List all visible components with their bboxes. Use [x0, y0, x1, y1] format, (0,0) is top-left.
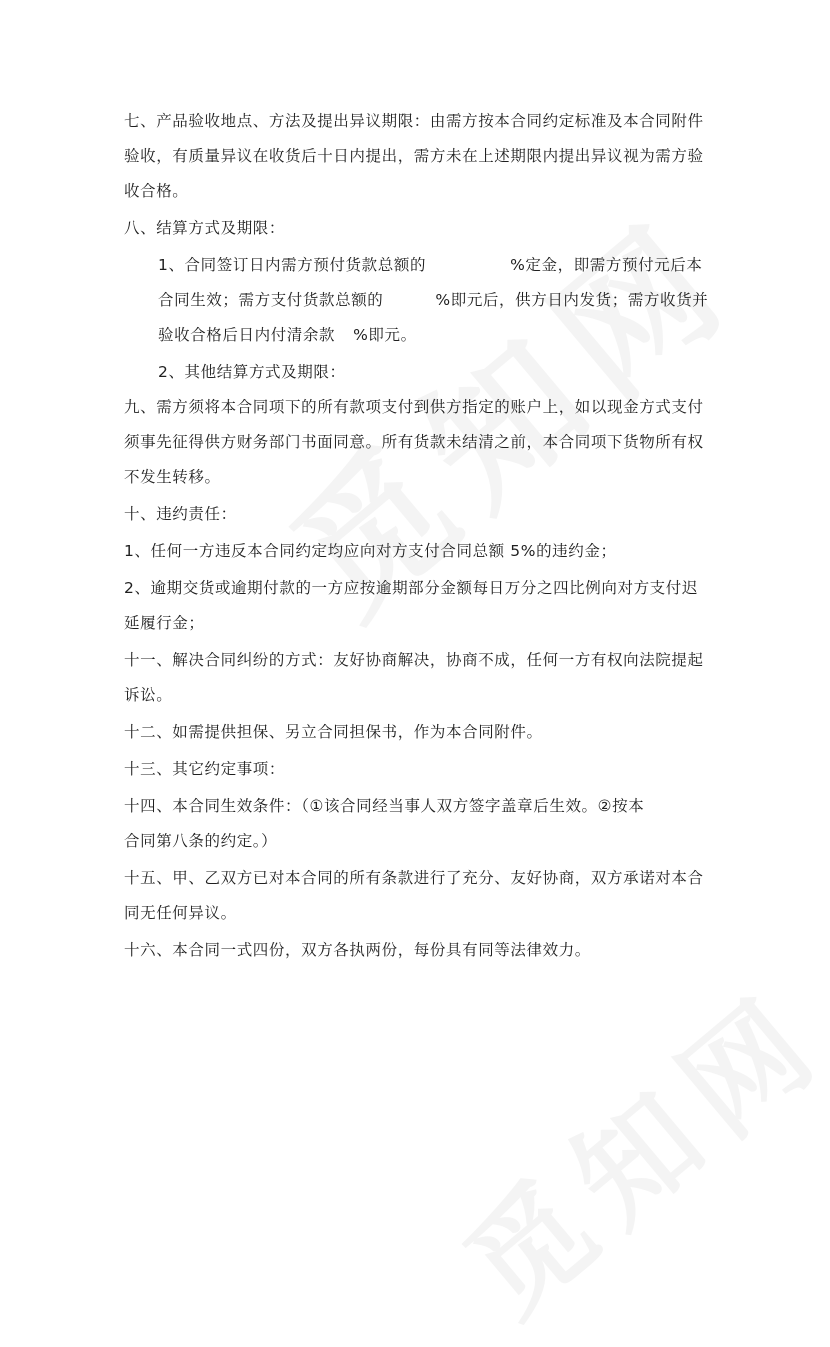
clause-12: 十二、如需提供担保、另立合同担保书，作为本合同附件。 — [124, 723, 543, 741]
clause-7: 七、产品验收地点、方法及提出异议期限：由需方按本合同约定标准及本合同附件验收，有质量异议在收货后十日内提出，需方未在上述期限内提出异议视为需方验收合格。 — [124, 112, 704, 200]
clause-8-1-part-c: %即元后，供方日内发货；需方收货并验收合格后日内付清余款 — [158, 291, 709, 344]
clause-8-1-part-b: %定金，即需方预付元后本合同生效；需方支付货款总额的 — [158, 256, 703, 309]
clause-8-1 — [124, 248, 714, 353]
clause-13: 十三、其它约定事项： — [124, 760, 286, 778]
clause-8-1-part-a: 1、合同签订日内需方预付货款总额的 — [158, 256, 427, 274]
clause-14-line-1: 十四、本合同生效条件：（①该合同经当事人双方签字盖章后生效。②按本 — [124, 797, 645, 815]
clause-14 — [124, 789, 714, 859]
clause-10-title: 十、违约责任： — [124, 505, 237, 523]
clause-15: 十五、甲、乙双方已对本合同的所有条款进行了充分、友好协商，双方承诺对本合同无任何异议。 — [124, 869, 704, 922]
clause-10-2: 2、逾期交货或逾期付款的一方应按逾期部分金额每日万分之四比例向对方支付迟延履行金； — [124, 579, 698, 632]
clause-10-1: 1、任何一方违反本合同约定均应向对方支付合同总额 5%的违约金； — [124, 542, 617, 560]
clause-11: 十一、解决合同纠纷的方式：友好协商解决，协商不成，任何一方有权向法院提起诉讼。 — [124, 651, 704, 704]
contract-page — [124, 104, 714, 968]
clause-16: 十六、本合同一式四份，双方各执两份，每份具有同等法律效力。 — [124, 941, 591, 959]
clause-14-line-2: 合同第八条的约定。） — [124, 832, 278, 850]
clause-9: 九、需方须将本合同项下的所有款项支付到供方指定的账户上，如以现金方式支付须事先征得供方财务部门书面同意。所有货款未结清之前，本合同项下货物所有权不发生转移。 — [124, 398, 704, 486]
clause-8-2: 2、其他结算方式及期限： — [158, 363, 346, 381]
clause-8-1-part-d: %即元。 — [353, 326, 417, 344]
clause-8-title: 八、结算方式及期限： — [124, 219, 286, 237]
watermark-bottom — [424, 945, 830, 1347]
